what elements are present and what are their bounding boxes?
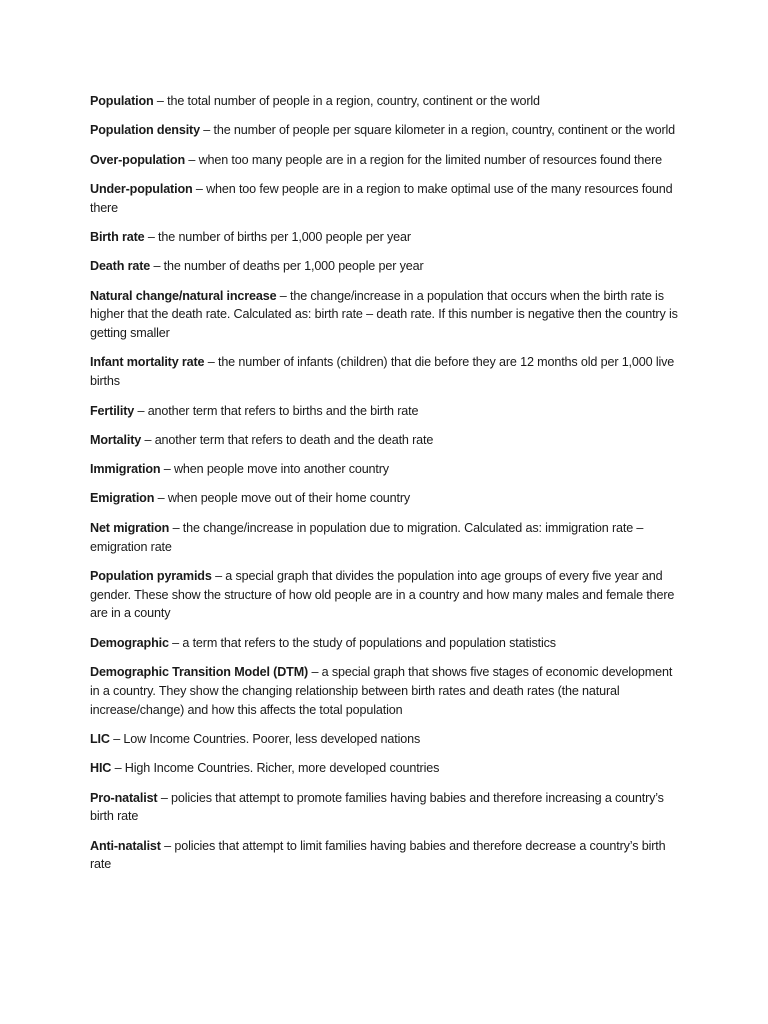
entry-term: Emigration [90,491,155,506]
entry-definition: – when people move out of their home country [154,491,411,506]
entry-definition: – when too many people are in a region for the limited number of resources found there [185,152,663,167]
glossary-entry-immigration [90,460,682,479]
glossary-entry-emigration [90,489,682,508]
entry-definition: – the number of deaths per 1,000 people per year [150,259,424,274]
glossary-entry-infant-mortality-rate [90,353,682,391]
entry-term: Pro-natalist [90,790,158,805]
glossary-entry-population-density [90,121,682,140]
glossary-entry-population-pyramids [90,567,682,623]
entry-definition: – another term that refers to births and the birth rate [134,403,419,418]
glossary-entry-natural-change [90,287,682,343]
entry-definition: – the number of births per 1,000 people per year [144,229,411,244]
entry-definition: – the change/increase in a population that occurs when the birth rate is higher that the death rate. Calculated as: birth rate – death rate. If this number is negative then the country is getting smaller [90,288,678,341]
entry-term: Natural change/natural increase [90,288,277,303]
entry-definition: – when people move into another country [160,462,389,477]
entry-term: Infant mortality rate [90,355,205,370]
glossary-entry-over-population [90,151,682,170]
entry-definition: – Low Income Countries. Poorer, less developed nations [109,731,421,746]
glossary-list [90,92,682,885]
entry-term: Anti-natalist [90,838,161,853]
entry-definition: – High Income Countries. Richer, more developed countries [111,761,440,776]
entry-term: Population [90,94,154,108]
glossary-entry-net-migration [90,519,682,557]
entry-term: Death rate [90,259,151,274]
entry-term: Under-population [90,181,193,196]
entry-definition: – the number of infants (children) that die before they are 12 months old per 1,000 live births [90,355,675,389]
entry-term: Fertility [90,403,135,418]
glossary-entry-lic [90,730,682,749]
entry-term: HIC [90,761,112,776]
entry-definition: – the change/increase in population due to migration. Calculated as: immigration rate – emigration rate [90,520,644,554]
glossary-entry-anti-natalist [90,837,682,875]
entry-term: Population pyramids [90,568,212,583]
entry-term: Immigration [90,462,161,477]
entry-definition: – a term that refers to the study of populations and population statistics [168,635,556,650]
glossary-entry-birth-rate [90,228,682,247]
glossary-entry-dtm [90,663,682,719]
entry-definition: – when too few people are in a region to make optimal use of the many resources found there [90,181,673,215]
entry-definition: – a special graph that shows five stages of economic development in a country. They show the changing relationship between birth rates and death rates (the natural increase/change) and how this affects the total population [90,665,673,717]
entry-term: Demographic [90,635,169,650]
entry-term: Net migration [90,520,170,535]
entry-definition: – policies that attempt to promote families having babies and therefore increasing a country’s birth rate [90,790,664,824]
glossary-entry-hic [90,759,682,778]
entry-term: Mortality [90,432,142,447]
glossary-entry-mortality [90,431,682,450]
entry-term: Birth rate [90,229,145,244]
entry-term: Demographic Transition Model (DTM) [90,665,309,680]
entry-term: Population density [90,123,200,138]
entry-term: Over-population [90,152,186,167]
entry-definition: – the total number of people in a region, country, continent or the world [153,94,540,108]
entry-definition: – another term that refers to death and the death rate [141,432,434,447]
entry-term: LIC [90,731,110,746]
glossary-entry-population [90,92,682,111]
entry-definition: – policies that attempt to limit families having babies and therefore decrease a country’s birth rate [90,838,666,872]
entry-definition: – a special graph that divides the population into age groups of every five year and gender. These show the structure of how old people are in a country and how many males and female there are in a county [90,568,675,621]
glossary-entry-pro-natalist [90,789,682,827]
glossary-entry-death-rate [90,257,682,276]
glossary-entry-demographic [90,634,682,653]
entry-definition: – the number of people per square kilometer in a region, country, continent or the world [199,123,676,138]
glossary-entry-under-population [90,180,682,218]
glossary-entry-fertility [90,402,682,421]
